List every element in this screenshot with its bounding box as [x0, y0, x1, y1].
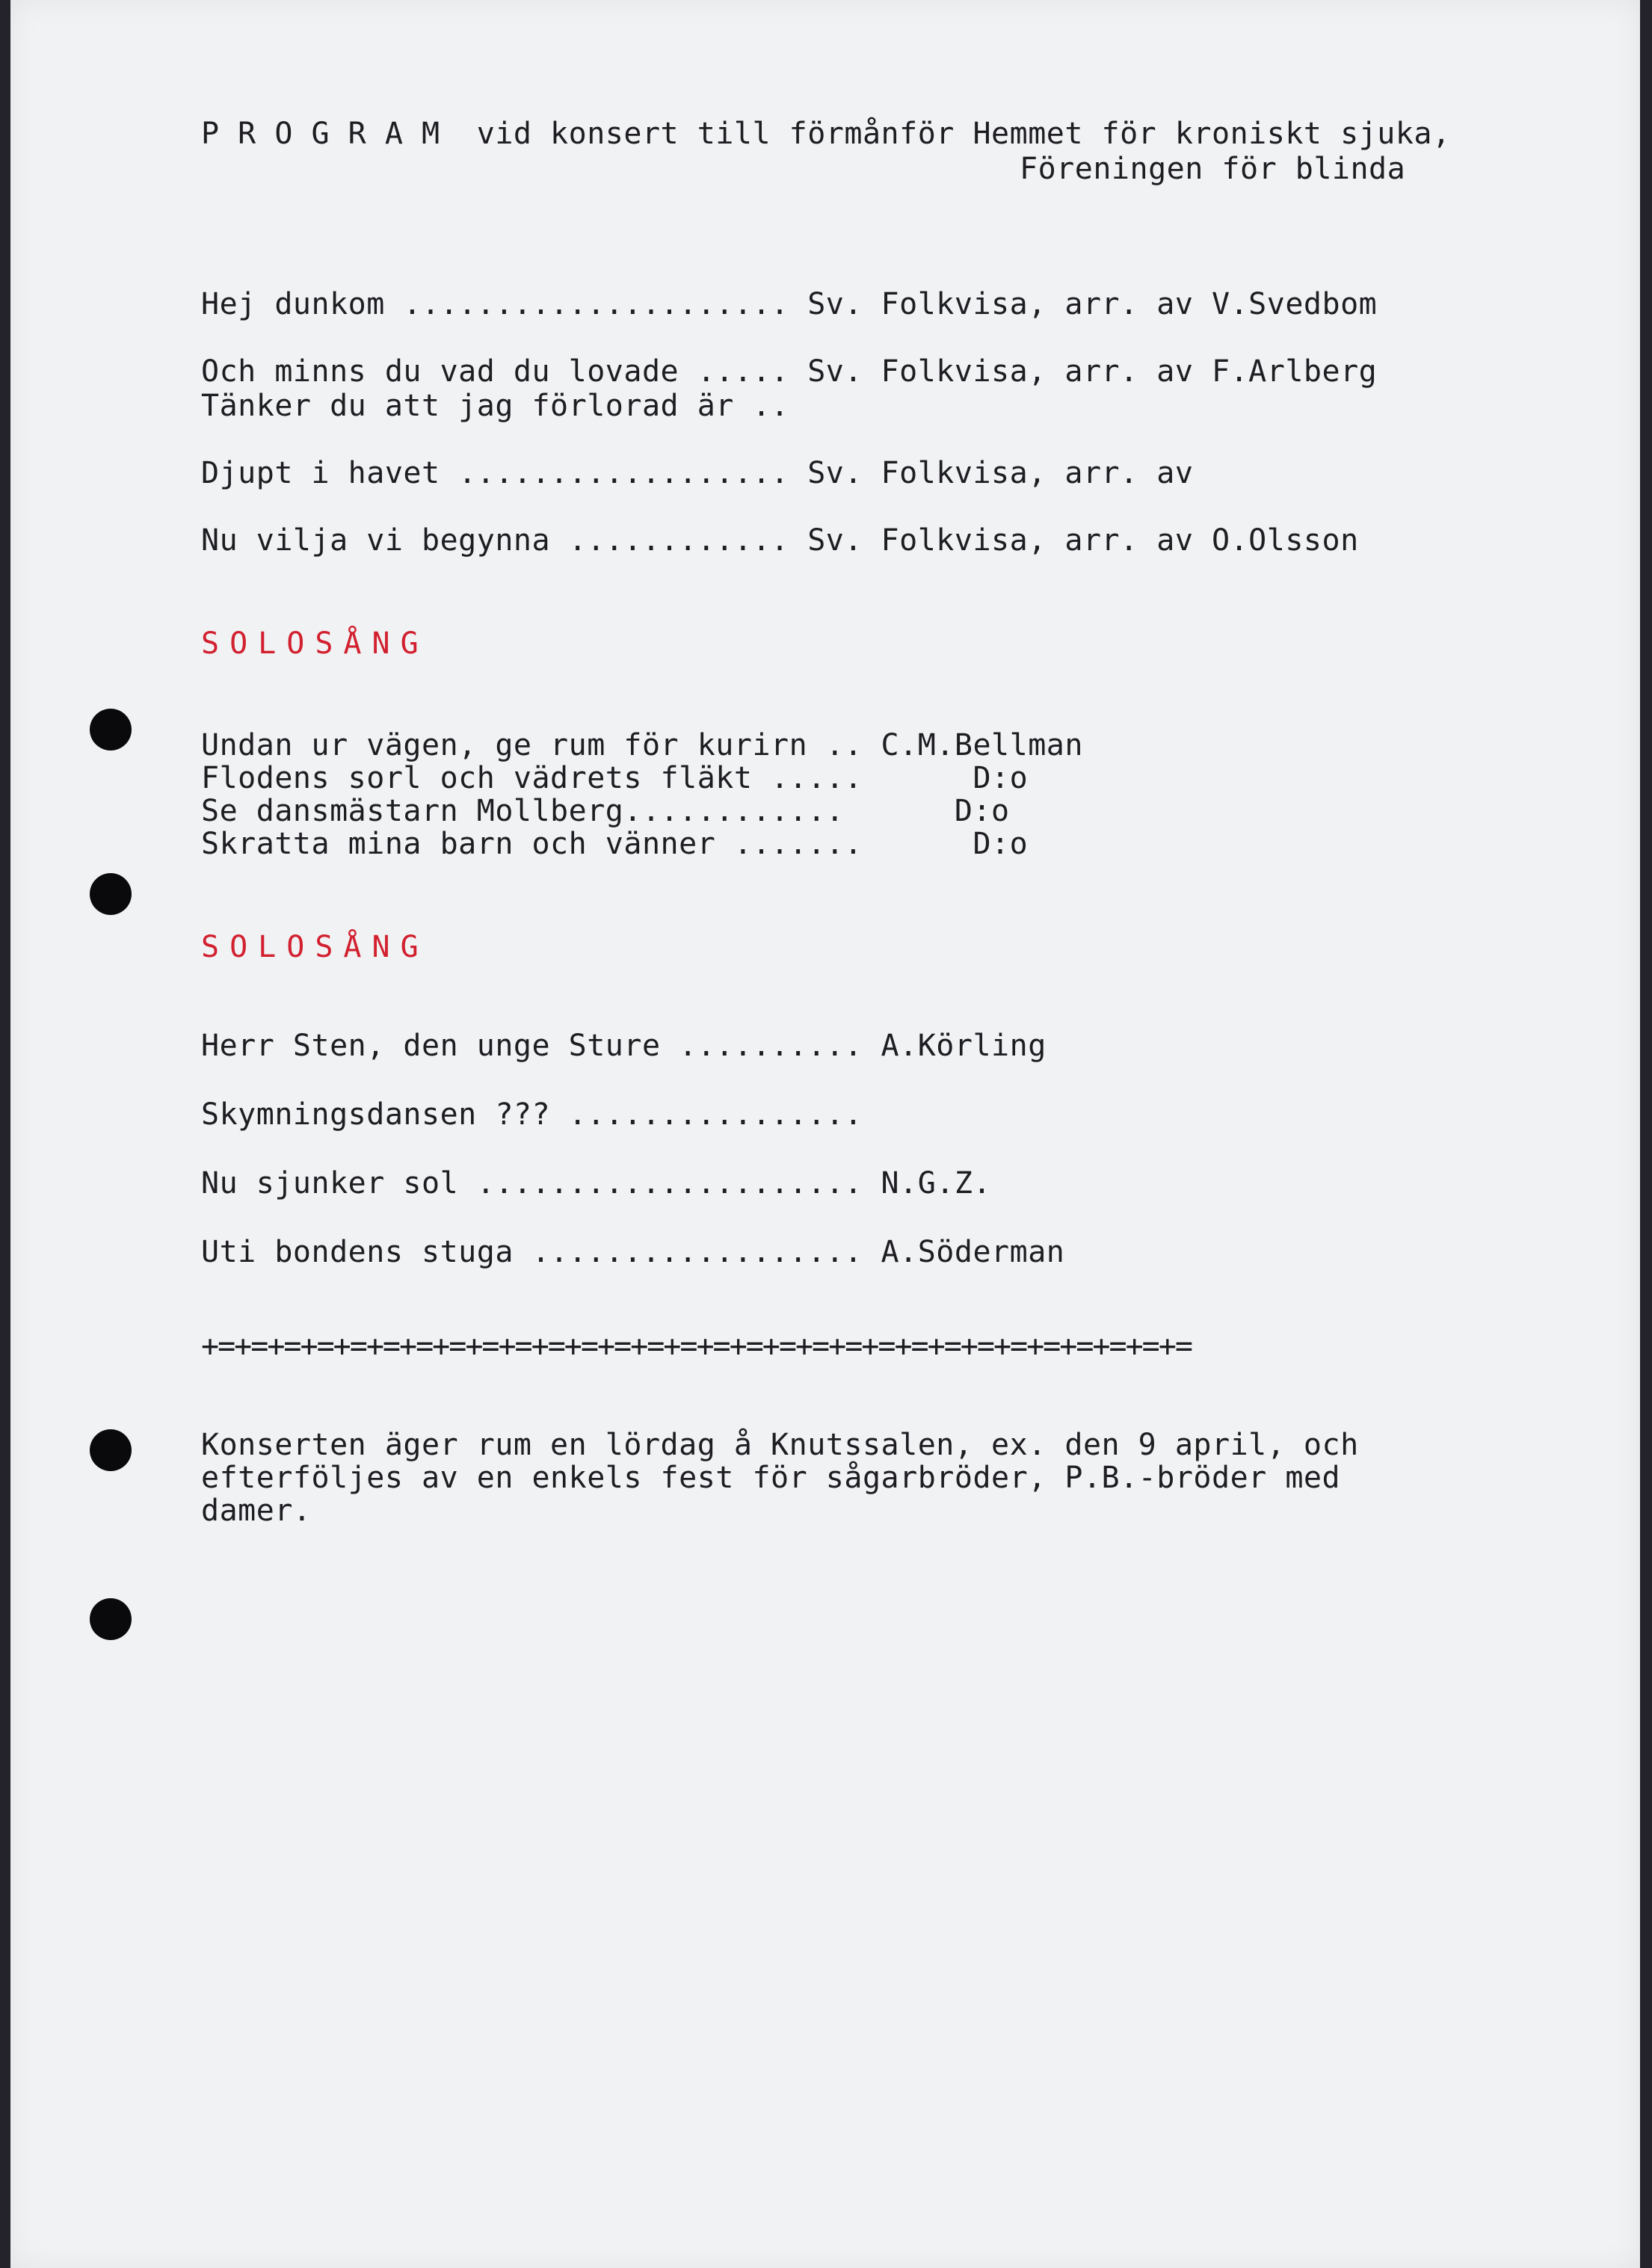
program-line: Tänker du att jag förlorad är .. [201, 389, 789, 423]
program-line: Skratta mina barn och vänner ....... D:o [201, 827, 1029, 861]
punch-hole [90, 873, 132, 915]
program-line: Undan ur vägen, ge rum för kurirn .. C.M.Bellman [201, 728, 1083, 762]
program-heading: P R O G R A M vid konsert till förmånför Hemmet för kroniskt sjuka, [201, 117, 1451, 151]
program-line: Flodens sorl och vädrets fläkt ..... D:o [201, 761, 1029, 795]
program-heading-continued: Föreningen för blinda [1020, 152, 1406, 186]
program-line: Uti bondens stuga .................. A.Söderman [201, 1235, 1065, 1269]
section-title-solosang: SOLOSÅNG [201, 626, 429, 661]
footer-line: damer. [201, 1494, 312, 1528]
program-line: Hej dunkom ..................... Sv. Folkvisa, arr. av V.Svedbom [201, 287, 1378, 321]
punch-hole [90, 1429, 132, 1471]
footer-line: efterföljes av en enkels fest för sågarbröder, P.B.-bröder med [201, 1461, 1341, 1495]
punch-hole [90, 709, 132, 751]
program-line: Skymningsdansen ??? ................ [201, 1097, 863, 1132]
program-line: Herr Sten, den unge Sture .......... A.Körling [201, 1029, 1047, 1063]
program-line: Se dansmästarn Mollberg............ D:o [201, 794, 1010, 828]
program-line: Djupt i havet .................. Sv. Folkvisa, arr. av [201, 456, 1194, 490]
program-line: Och minns du vad du lovade ..... Sv. Folkvisa, arr. av F.Arlberg [201, 354, 1378, 389]
program-line: Nu sjunker sol ..................... N.G.Z. [201, 1166, 992, 1201]
section-title-solosang-2: SOLOSÅNG [201, 930, 429, 964]
separator-line: +=+=+=+=+=+=+=+=+=+=+=+=+=+=+=+=+=+=+=+=+=+=+=+=+=+=+=+=+=+= [201, 1329, 1192, 1363]
document-page [10, 0, 1640, 2268]
footer-line: Konserten äger rum en lördag å Knutssalen, ex. den 9 april, och [201, 1428, 1359, 1462]
punch-hole [90, 1598, 132, 1640]
program-line: Nu vilja vi begynna ............ Sv. Folkvisa, arr. av O.Olsson [201, 523, 1359, 558]
